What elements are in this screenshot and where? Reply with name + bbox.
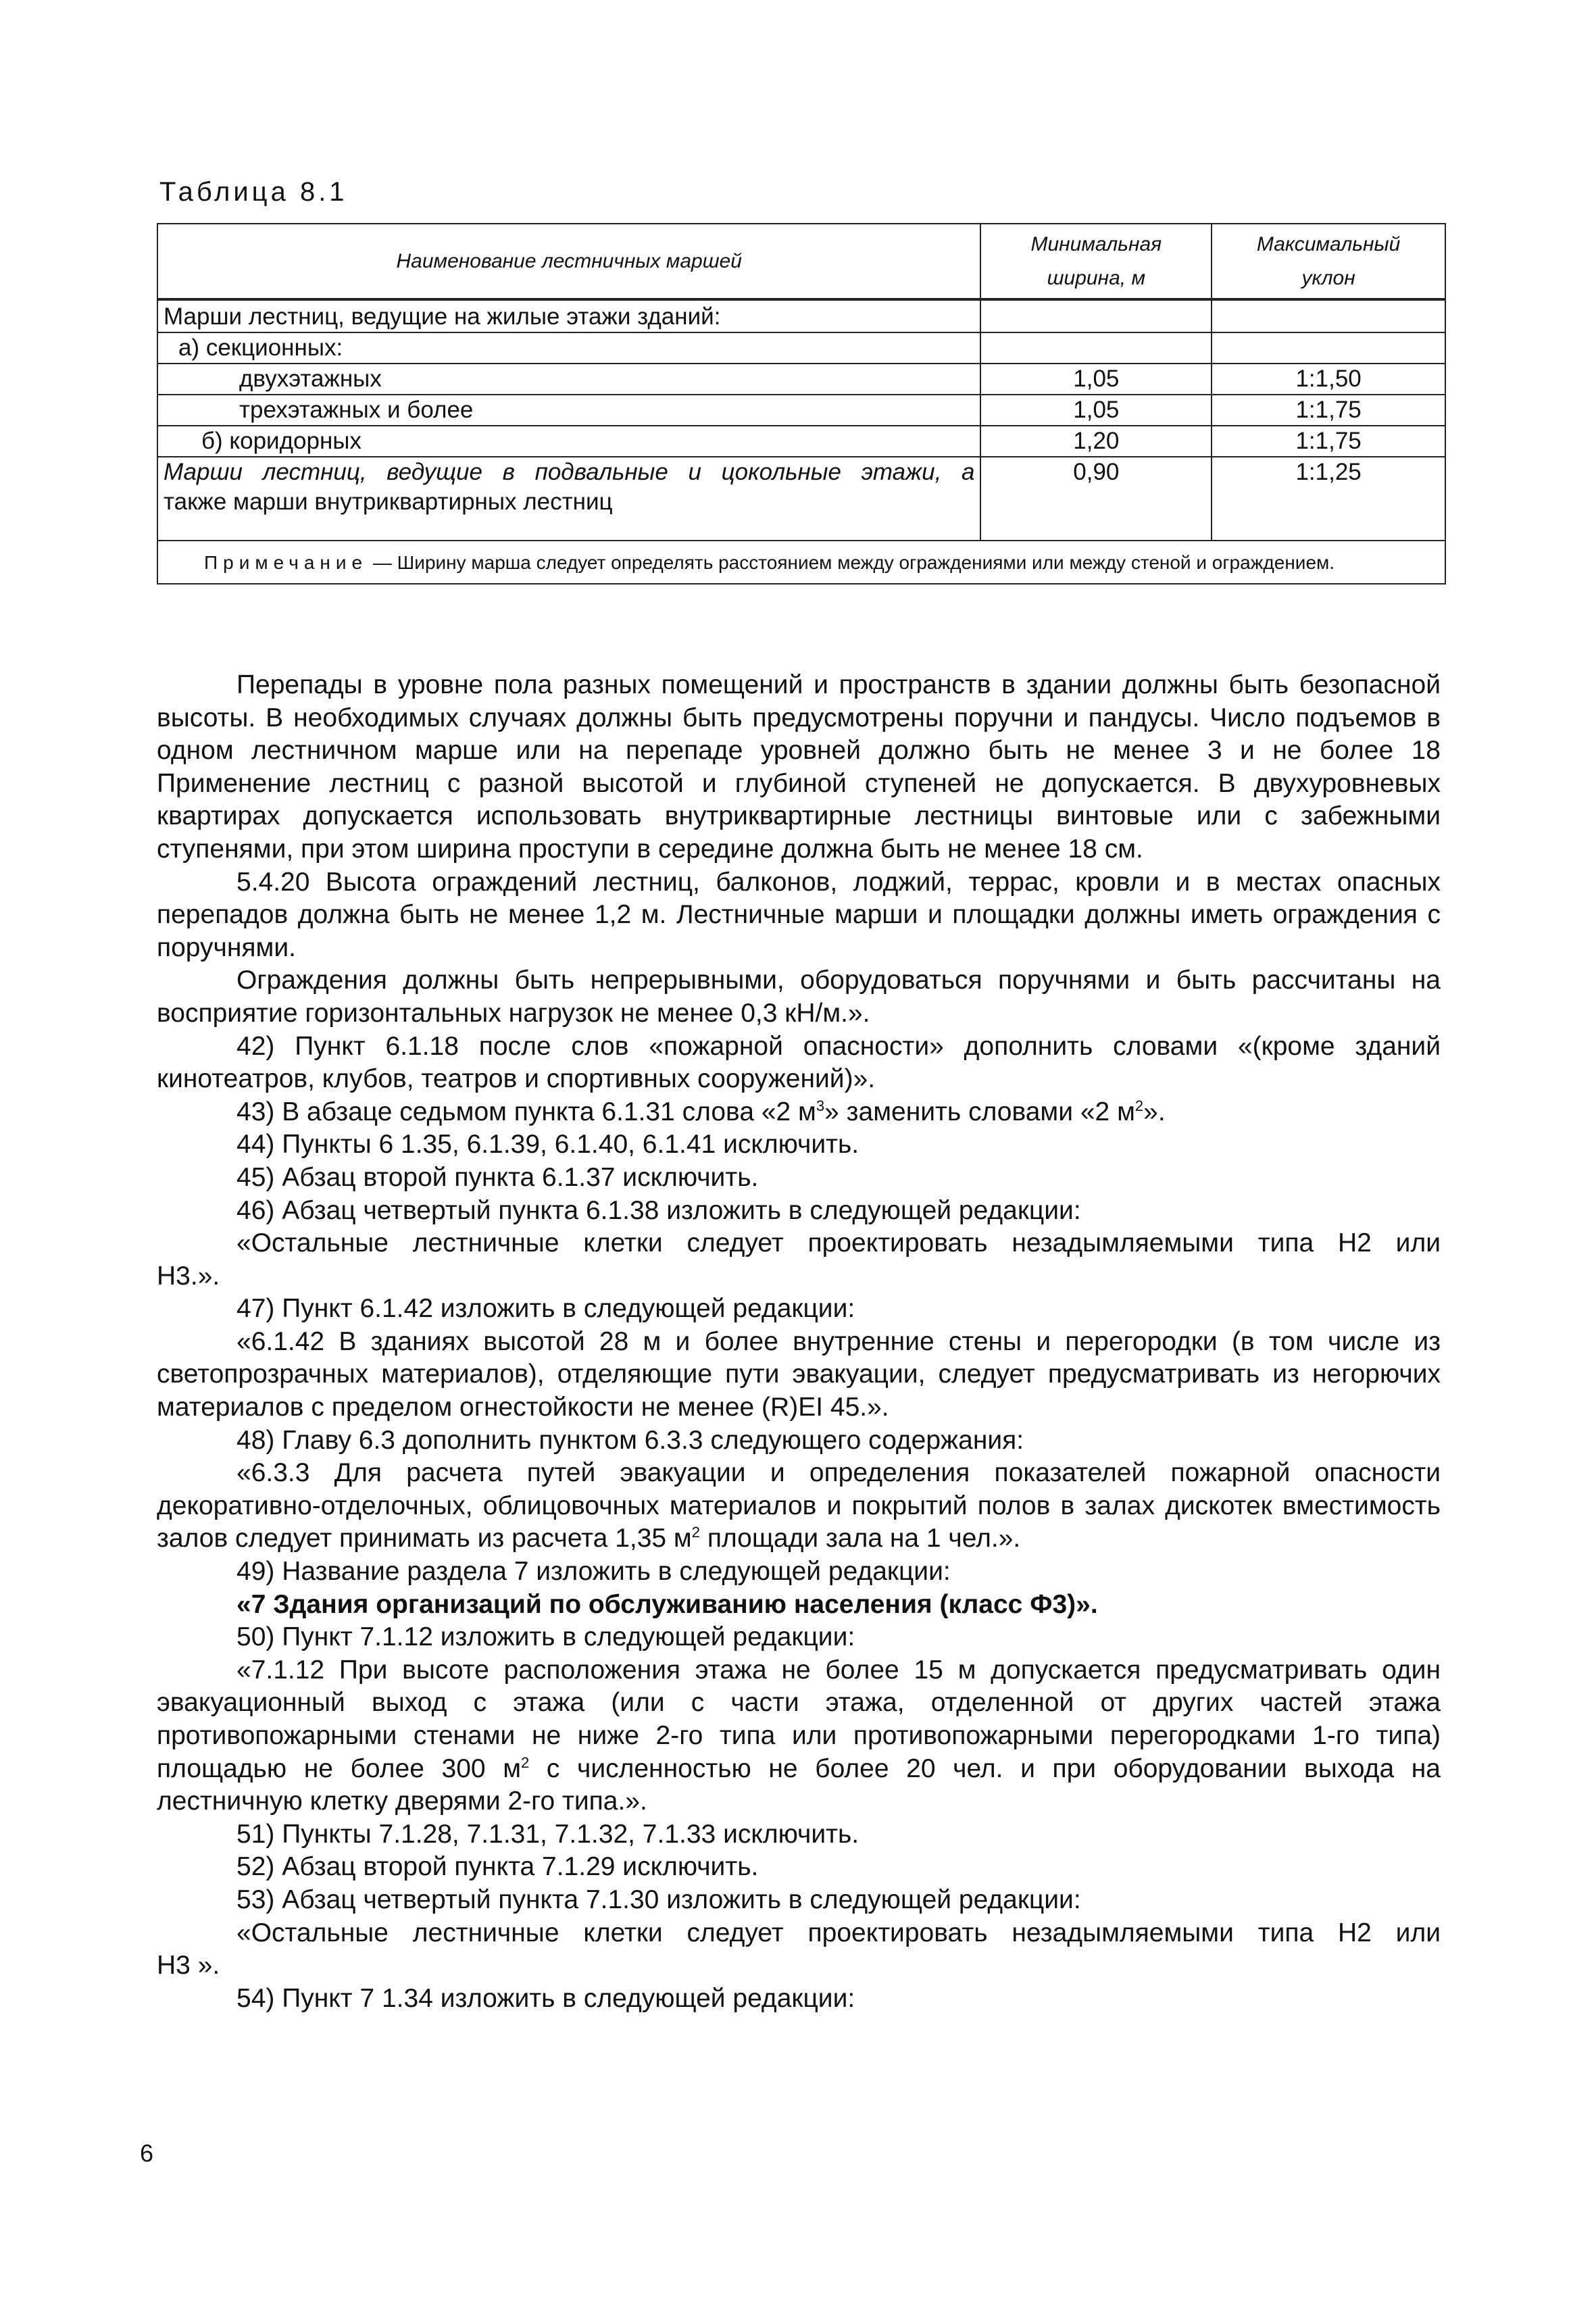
table-note-row (157, 541, 1445, 584)
paragraph: «Остальные лестничные клетки следует проектировать незадымляемыми типа Н2 или (236, 1918, 1441, 1947)
row-basement-width: 0,90 (980, 457, 1212, 517)
paragraph: 51) Пункты 7.1.28, 7.1.31, 7.1.32, 7.1.33 исключить. (236, 1819, 859, 1849)
row-two-storey-width: 1,05 (980, 364, 1212, 395)
header-width-line2: ширина, м (1047, 266, 1146, 289)
paragraph: «Остальные лестничные клетки следует проектировать незадымляемыми типа Н2 или (236, 1228, 1441, 1258)
table-row (157, 332, 1445, 364)
header-slope (1212, 224, 1445, 299)
paragraph: 52) Абзац второй пункта 7.1.29 исключить. (236, 1852, 759, 1882)
table-row (157, 299, 1445, 332)
paragraph: 48) Главу 6.3 дополнить пунктом 6.3.3 следующего содержания: (236, 1425, 1024, 1455)
paragraph: 42) Пункт 6.1.18 после слов «пожарной опасности» дополнить словами «(кроме зданий кинотеатров, клубов, театров и спортивных сооружений)». (157, 1031, 1441, 1094)
section-title: «7 Здания организаций по обслуживанию населения (класс Ф3)». (236, 1589, 1098, 1619)
table-note (157, 541, 1445, 584)
paragraph: 43) В абзаце седьмом пункта 6.1.31 слова «2 $м^3$» заменить словами «2 $м^2$». (236, 1097, 1166, 1126)
row-basement-line1: Марши лестниц, ведущие в подвальные и цокольные этажи, а (164, 459, 975, 485)
table-row (157, 457, 1445, 517)
row-two-storey-name: двухэтажных (157, 364, 980, 395)
paragraph: 49) Название раздела 7 изложить в следующей редакции: (236, 1557, 951, 1587)
paragraph: Н3.». (157, 1261, 220, 1291)
table-caption: Таблица 8.1 (159, 177, 348, 207)
header-slope-line1: Максимальный (1256, 232, 1401, 255)
header-width (980, 224, 1212, 299)
paragraph: Ограждения должны быть непрерывными, оборудоваться поручнями и быть рассчитаны на восприятие горизонтальных нагрузок не менее 0,3 кН/м.». (157, 966, 1441, 1028)
table-row (157, 426, 1445, 457)
paragraph: 50) Пункт 7.1.12 изложить в следующей редакции: (236, 1622, 855, 1652)
note-text: — Ширину марша следует определять расстоянием между ограждениями или между стеной и ограждением. (368, 552, 1335, 573)
row-corridor-slope: 1:1,75 (1212, 426, 1445, 457)
header-name: Наименование лестничных маршей (157, 224, 980, 299)
row-basement-name (157, 457, 980, 517)
table-header-row (157, 224, 1445, 299)
paragraph: «6.1.42 В зданиях высотой 28 м и более внутренние стены и перегородки (в том числе из светопрозрачных материалов), отделяющие пути эвакуации, следует предусматривать из негорючих материалов с пределом огнестойкости не менее (R)EI 45.». (157, 1326, 1441, 1422)
paragraph: 54) Пункт 7 1.34 изложить в следующей редакции: (236, 1983, 855, 2013)
paragraph: «7.1.12 При высоте расположения этажа не более 15 м допускается предусматривать один эвакуационный выход с этажа (или с части этажа, отделенной от других частей этажа противопожарными стенами не ниже 2-го типа или противопожарными перегородками 1-го типа) площадью не более 300 $м^2$ с численностью не более 20 чел. и при оборудовании выхода на лестничную клетку дверями 2-го типа.». (157, 1655, 1441, 1816)
paragraph: 5.4.20 Высота ограждений лестниц, балконов, лоджий, террас, кровли и в местах опасных перепадов должна быть не менее 1,2 м. Лестничные марши и площадки должны иметь ограждения с поручнями. (157, 867, 1441, 962)
paragraph: 45) Абзац второй пункта 6.1.37 исключить. (236, 1162, 759, 1192)
row-corridor-width: 1,20 (980, 426, 1212, 457)
row-sectional: а) секционных: (157, 332, 980, 364)
paragraph: 44) Пункты 6 1.35, 6.1.39, 6.1.40, 6.1.41 исключить. (236, 1130, 859, 1160)
body-text (157, 669, 1441, 2015)
row-three-storey-slope: 1:1,75 (1212, 395, 1445, 426)
paragraph: 46) Абзац четвертый пункта 6.1.38 изложить в следующей редакции: (236, 1195, 1081, 1225)
paragraph: Перепады в уровне пола разных помещений и пространств в здании должны быть безопасной высоты. В необходимых случаях должны быть предусмотрены поручни и пандусы. Число подъемов в одном лестничном марше или на перепаде уровней должно быть не менее 3 и не более 18 Применение лестниц с разной высотой и глубиной ступеней не допускается. В двухуровневых квартирах допускается использовать внутриквартирные лестницы винтовые или с забежными ступенями, при этом ширина проступи в середине должна быть не менее 18 см. (157, 670, 1441, 864)
row-basement-slope: 1:1,25 (1212, 457, 1445, 517)
table-row (157, 364, 1445, 395)
header-slope-line2: уклон (1301, 266, 1355, 289)
note-label: Примечание (204, 552, 368, 573)
table-row (157, 395, 1445, 426)
paragraph: 47) Пункт 6.1.42 изложить в следующей редакции: (236, 1294, 855, 1324)
stairs-table (157, 223, 1446, 584)
header-width-line1: Минимальная (1030, 232, 1162, 255)
row-residential: Марши лестниц, ведущие на жилые этажи зданий: (157, 299, 980, 332)
paragraph: Н3 ». (157, 1951, 220, 1981)
row-three-storey-width: 1,05 (980, 395, 1212, 426)
paragraph: «6.3.3 Для расчета путей эвакуации и определения показателей пожарной опасности декоративно-отделочных, облицовочных материалов и покрытий полов в залах дискотек вместимость залов следует принимать из расчета 1,35 $м^2$ площади зала на 1 чел.». (157, 1458, 1441, 1553)
row-two-storey-slope: 1:1,50 (1212, 364, 1445, 395)
page-number: 6 (140, 2139, 154, 2167)
row-basement-line2: также марши внутриквартирных лестниц (164, 489, 613, 515)
row-corridor-name: б) коридорных (157, 426, 980, 457)
paragraph: 53) Абзац четвертый пункта 7.1.30 изложить в следующей редакции: (236, 1885, 1081, 1914)
row-three-storey-name: трехэтажных и более (157, 395, 980, 426)
